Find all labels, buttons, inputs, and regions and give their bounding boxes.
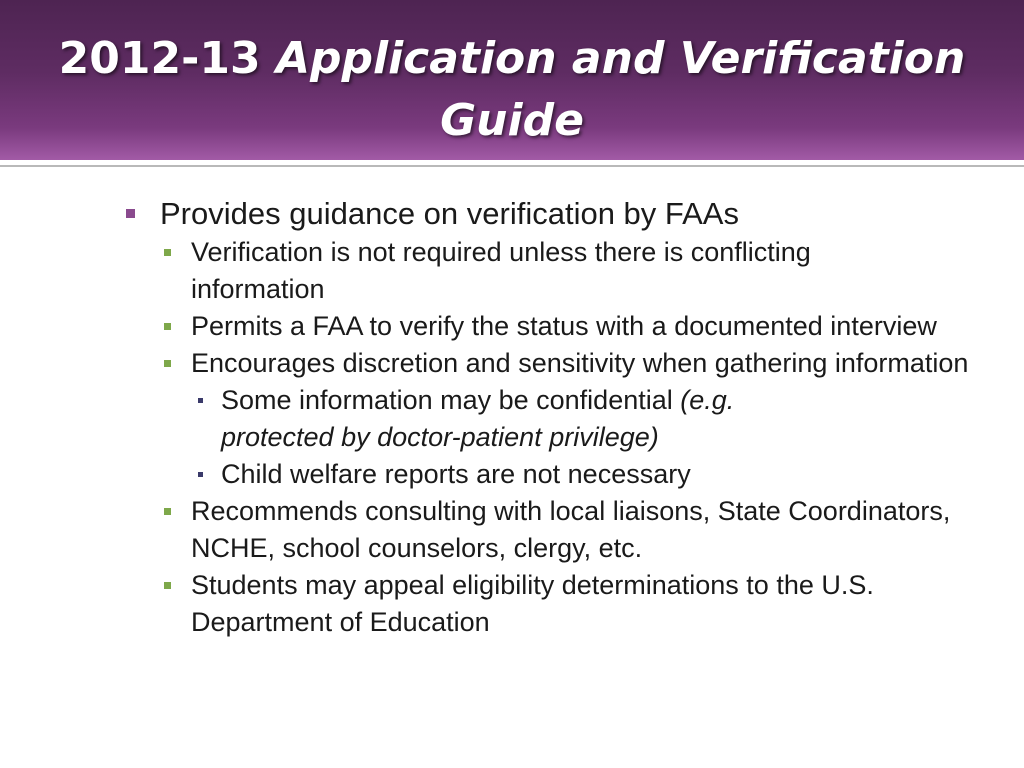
square-bullet-icon xyxy=(126,209,135,218)
bullet-item-appeal xyxy=(124,567,921,641)
bullet-text: Permits a FAA to verify the status with a documented interview xyxy=(191,311,937,341)
bullet-text-example: (e.g. protected by doctor-patient privilege) xyxy=(221,385,735,452)
bullet-text: Some information may be confidential xyxy=(221,385,673,415)
slide-title xyxy=(0,28,1024,152)
square-bullet-icon xyxy=(164,323,171,330)
bullet-text: Child welfare reports are not necessary xyxy=(221,459,691,489)
title-guide-name: Application and Verification Guide xyxy=(275,33,966,146)
bullet-item-confidential xyxy=(124,382,841,456)
bullet-item-documented-interview xyxy=(124,308,971,345)
bullet-item-child-welfare xyxy=(124,456,961,493)
square-bullet-icon xyxy=(198,398,203,403)
bullet-text: Encourages discretion and sensitivity when gathering information xyxy=(191,348,969,378)
square-bullet-icon xyxy=(164,508,171,515)
bullet-item-discretion xyxy=(124,345,971,382)
bullet-text: Provides guidance on verification by FAAs xyxy=(160,196,739,231)
bullet-text: Recommends consulting with local liaisons, State Coordinators, NCHE, school counselors, clergy, etc. xyxy=(191,496,951,563)
title-divider-shadow xyxy=(0,165,1024,167)
bullet-text: Verification is not required unless there is conflicting information xyxy=(191,237,811,304)
bullet-item-consulting xyxy=(124,493,991,567)
bullet-list xyxy=(124,194,1004,641)
bullet-item-faa-guidance xyxy=(124,194,860,234)
square-bullet-icon xyxy=(164,249,171,256)
square-bullet-icon xyxy=(198,472,203,477)
bullet-text: Students may appeal eligibility determinations to the U.S. Department of Education xyxy=(191,570,874,637)
title-year: 2012-13 xyxy=(58,33,261,84)
square-bullet-icon xyxy=(164,582,171,589)
bullet-item-verification-not-required xyxy=(124,234,931,308)
square-bullet-icon xyxy=(164,360,171,367)
